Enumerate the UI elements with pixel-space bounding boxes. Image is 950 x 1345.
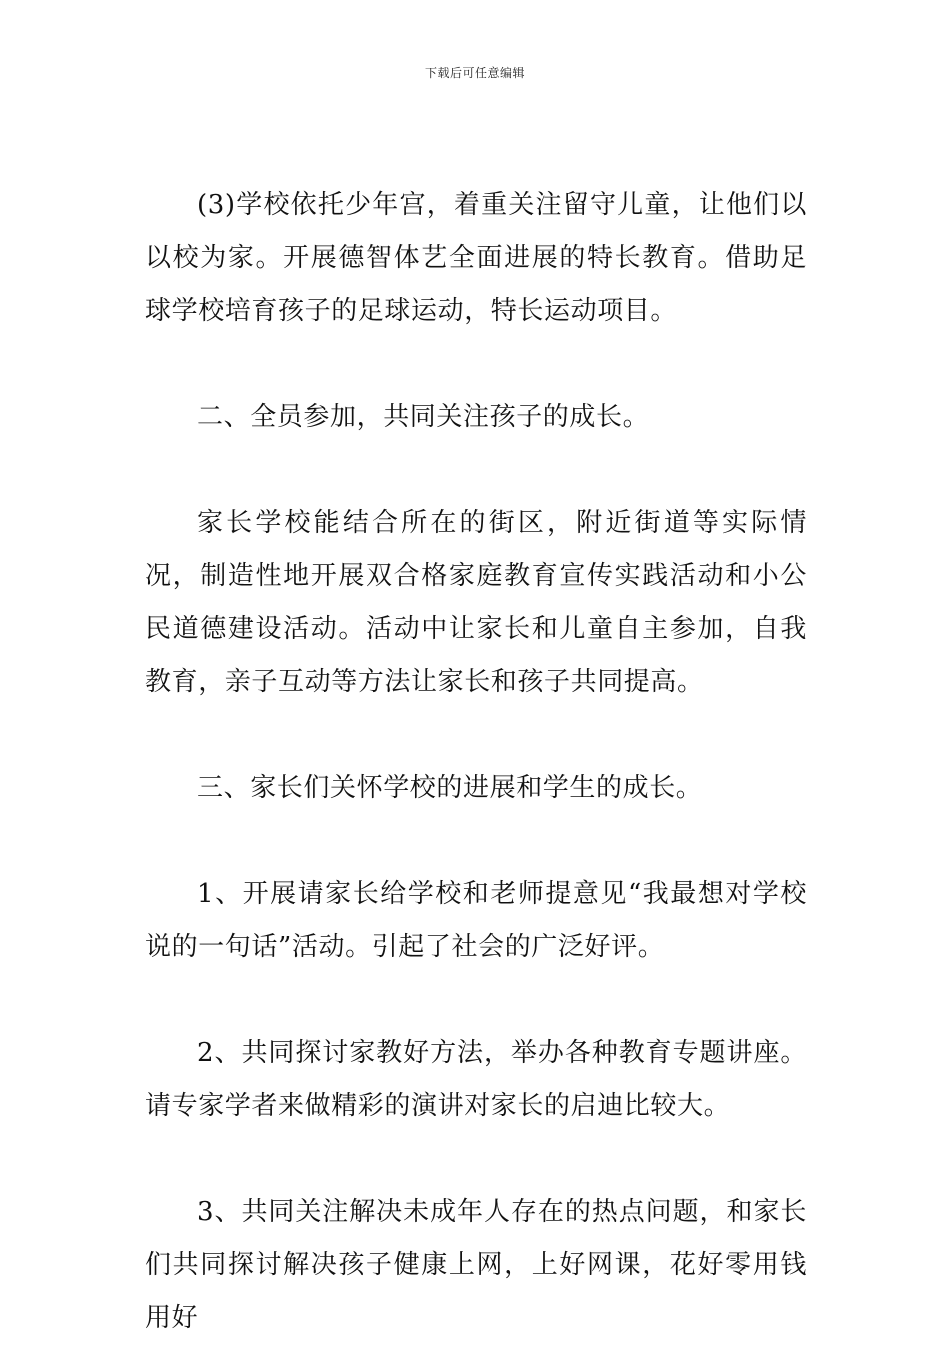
page-header-note: 下载后可任意编辑 bbox=[424, 66, 525, 80]
paragraph-spacer bbox=[145, 974, 807, 1027]
list-item-2: 2、共同探讨家教好方法，举办各种教育专题讲座。请专家学者来做精彩的演讲对家长的启迪比较大。 bbox=[145, 1038, 807, 1121]
paragraph-spacer bbox=[145, 1133, 807, 1186]
document-body bbox=[145, 179, 807, 1345]
section-heading-three: 三、家长们关怀学校的进展和学生的成长。 bbox=[197, 773, 703, 803]
paragraph-spacer bbox=[145, 444, 807, 497]
section-heading-two: 二、全员参加，共同关注孩子的成长。 bbox=[197, 402, 650, 432]
list-item-1: 1、开展请家长给学校和老师提意见“我最想对学校说的一句话”活动。引起了社会的广泛好评。 bbox=[145, 879, 807, 962]
paragraph-parent-school-activities: 家长学校能结合所在的街区，附近街道等实际情况，制造性地开展双合格家庭教育宣传实践活动和小公民道德建设活动。活动中让家长和儿童自主参加，自我教育，亲子互动等方法让家长和孩子共同提高。 bbox=[145, 508, 807, 697]
list-item-3: 3、共同关注解决未成年人存在的热点问题，和家长们共同探讨解决孩子健康上网，上好网课，花好零用钱用好 bbox=[145, 1197, 807, 1333]
paragraph-spacer bbox=[145, 338, 807, 391]
paragraph-spacer bbox=[145, 815, 807, 868]
paragraph-school-youth-palace: (3)学校依托少年宫，着重关注留守儿童，让他们以以校为家。开展德智体艺全面进展的特长教育。借助足球学校培育孩子的足球运动，特长运动项目。 bbox=[145, 190, 807, 326]
paragraph-spacer bbox=[145, 709, 807, 762]
